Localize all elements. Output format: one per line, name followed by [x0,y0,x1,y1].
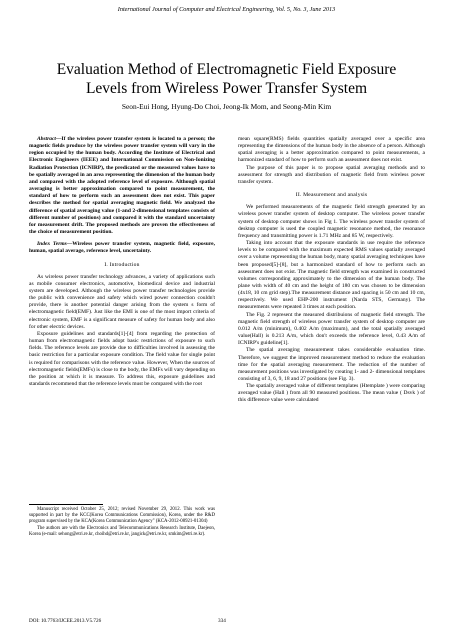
measurement-paragraph-3: The Fig. 2 represent the measured distribuions of magnetic field strength. The magnetic field strength of wireless power transfer system of desktop computer are 0.012 A/m (minimum), 0.402 A/m (maximum), and the total spatially averaged value(Hall) is 0.213 A/m, which don't exceeds the reference level, 0.43 A/m of ICNIRP's guideline[1]. [238,311,425,347]
author-list: Seon-Eui Hong, Hyung-Do Choi, Jeong-Ik Mom, and Seong-Min Kim [121,102,332,111]
measurement-paragraph-4: The spatial averaging measurement takes considerable evaluation time. Therefore, we suggest the improved measurement method to reduce the evaluation time for the spatial averaging measurement. The reduction of the number of measurement positions was investigated by creating 1- and 2- dimensional templates consisting of 3, 6, 9, 18 and 27 positions (see Fig. 3). [238,347,425,382]
footnotes [29,507,215,538]
doi: DOI: 10.7763/IJCEE.2013.V5.726 [29,618,102,624]
right-column [238,136,425,405]
page-number: 334 [218,618,226,624]
intro-paragraph-1: As wireless power transfer technology advances, a variety of applications such as mobile consumer electronics, automotive, biomedical device and industrial system are developed. Although the wireless power transfer technologies provide the public with convenience and safety which wired power connection couldn't provide, there is another potential danger arising from the system s form of electromagnetic field(EMF). Just like the EMI is one of the most import criteria of electronic system, EMF is a significant measure of safety for human body and also for other electric devices. [29,273,215,330]
footnote-rule [29,504,103,505]
right-paragraph-2: The purpose of this paper is to propose spatial averaging methods and to assessment for strength and distribution of magnetic field from wireless power transfer system. [238,164,425,185]
title-line-1: Evaluation Method of Electromagnetic Field Exposure [56,61,397,78]
abstract-text: —If the wireless power transfer system is located to a person; the magnetic fields produce by the wireless power transfer system will vary in the region occupied by the human body. According the Institute of Electrical and Electronic Engineers (IEEE) and International Commission on Non-Ionizing Radiation Protection (ICNIRP), the predicated or the measured values have to be spatially averaged in an area representing the dimension of the human body and compared with the adopted reference level of exposure. Although spatial averaging is better approximation compared to point measurement, the standard of how to perform such an assessment does not exist. This paper describes the method for spatial averaging magnetic field. We analyzed the difference of spatial averaging value (1-and 2-dimensional templates consists of different number of positions) and compared it with the standard uncertainty for measurement drift. The proposed methods are proven the effectiveness of the choice of measurement position. [29,136,215,236]
section-2-heading: II. Measurement and analysis [295,192,368,199]
index-terms-label: Index Terms [37,241,67,248]
index-terms [29,241,215,255]
section-1-heading: I. Introduction [104,261,140,268]
measurement-paragraph-1: We performed measurements of the magnetic field strength generated by an wireless power transfer system of desktop computer. The wireless power transfer system of desktop computer shows in Fig 1. The wireless power transfer system of desktop computer is used the coupled magnetic resonance method, the resonance frequency and transmitting power is 1.71 MHz and 85 W, respectively. [238,204,425,239]
right-paragraph-1: mean square(RMS) fields quantities spatially averaged over a specific area representing the dimensions of the human body in the absence of a person. Although spatial averaging is a better approximation compared to point measurements, a harmonized standard of how to perform such an assessment does not exist. [238,136,425,164]
abstract [29,136,215,236]
index-terms-text: —Wireless power transfer system, magnetic field, exposure, human, spatial average, reference level, uncertainty. [29,241,215,255]
footnote-manuscript: Manuscript received October 25, 2012; revised November 29, 2012. This work was supported in part by the KCC(Korea Communications Commission), Korea, under the R&D program supervised by the KCA(Korea Communication Agency" (KCA-2012-08921-01304) [29,507,215,525]
intro-paragraph-2: Exposure guidelines and standards[1]-[4] from regarding the protection of human from electromagnetic fields adopt basic restrictions of exposure to such fields. The reference levels are provide due to difficulties involved in assessing the basic restriction for a particular exposure condition. The field value for single point is required for comparisons with the reference value. However, When the sources of electromagnetic fields(EMFs) is close to the body, the EMFs will vary depending on the position at which it is measure. To address this, exposure guidelines and standards recommend that the reference levels must be compared with the root [29,330,215,387]
journal-header: International Journal of Computer and Electrical Engineering, Vol. 5, No. 3, June 2013 [117,6,336,13]
paper-title [20,60,433,98]
footnote-authors: The authors are with the Electronics and Telecommunications Research Institute, Daejeon, Korea (e-mail: sehong@etri.re.kr, choihd@etri.re.kr, jangick@etri.re.kr, smkim@etri.re.kr). [29,525,215,537]
abstract-label: Abstract [37,136,56,142]
title-line-2: Levels from Wireless Power Transfer System [85,80,368,97]
measurement-paragraph-2: Taking into account that the exposure standards in use require the reference levels to be compared with the maximum expected RMS values spatially averaged over a volume representing the human body, many spatial averaging techniques have been proposed[5]-[8], but a harmonized standard of how to perform such an assessment does not exist. The magnetic field strength was examined in constructed volumes corresponding approximately to the dimension of the human body. The plane with width of 40 cm and the height of 180 cm was chosen to be dimension (4x18, 10 cm grid step).The measurement distance and spacing is 50 cm and 10 cm, respectively. We used EHP-200 instrument (Narda STS, Germany). The measurements were repeated 3 times at each position. [238,240,425,311]
left-column [29,136,215,388]
measurement-paragraph-5: The spatially averaged value of different templates (Htemplate ) were comparing averaged value (Hall ) from all 90 measured positions. The mean value ( Dsvk ) of this difference value were calculated [238,383,425,404]
